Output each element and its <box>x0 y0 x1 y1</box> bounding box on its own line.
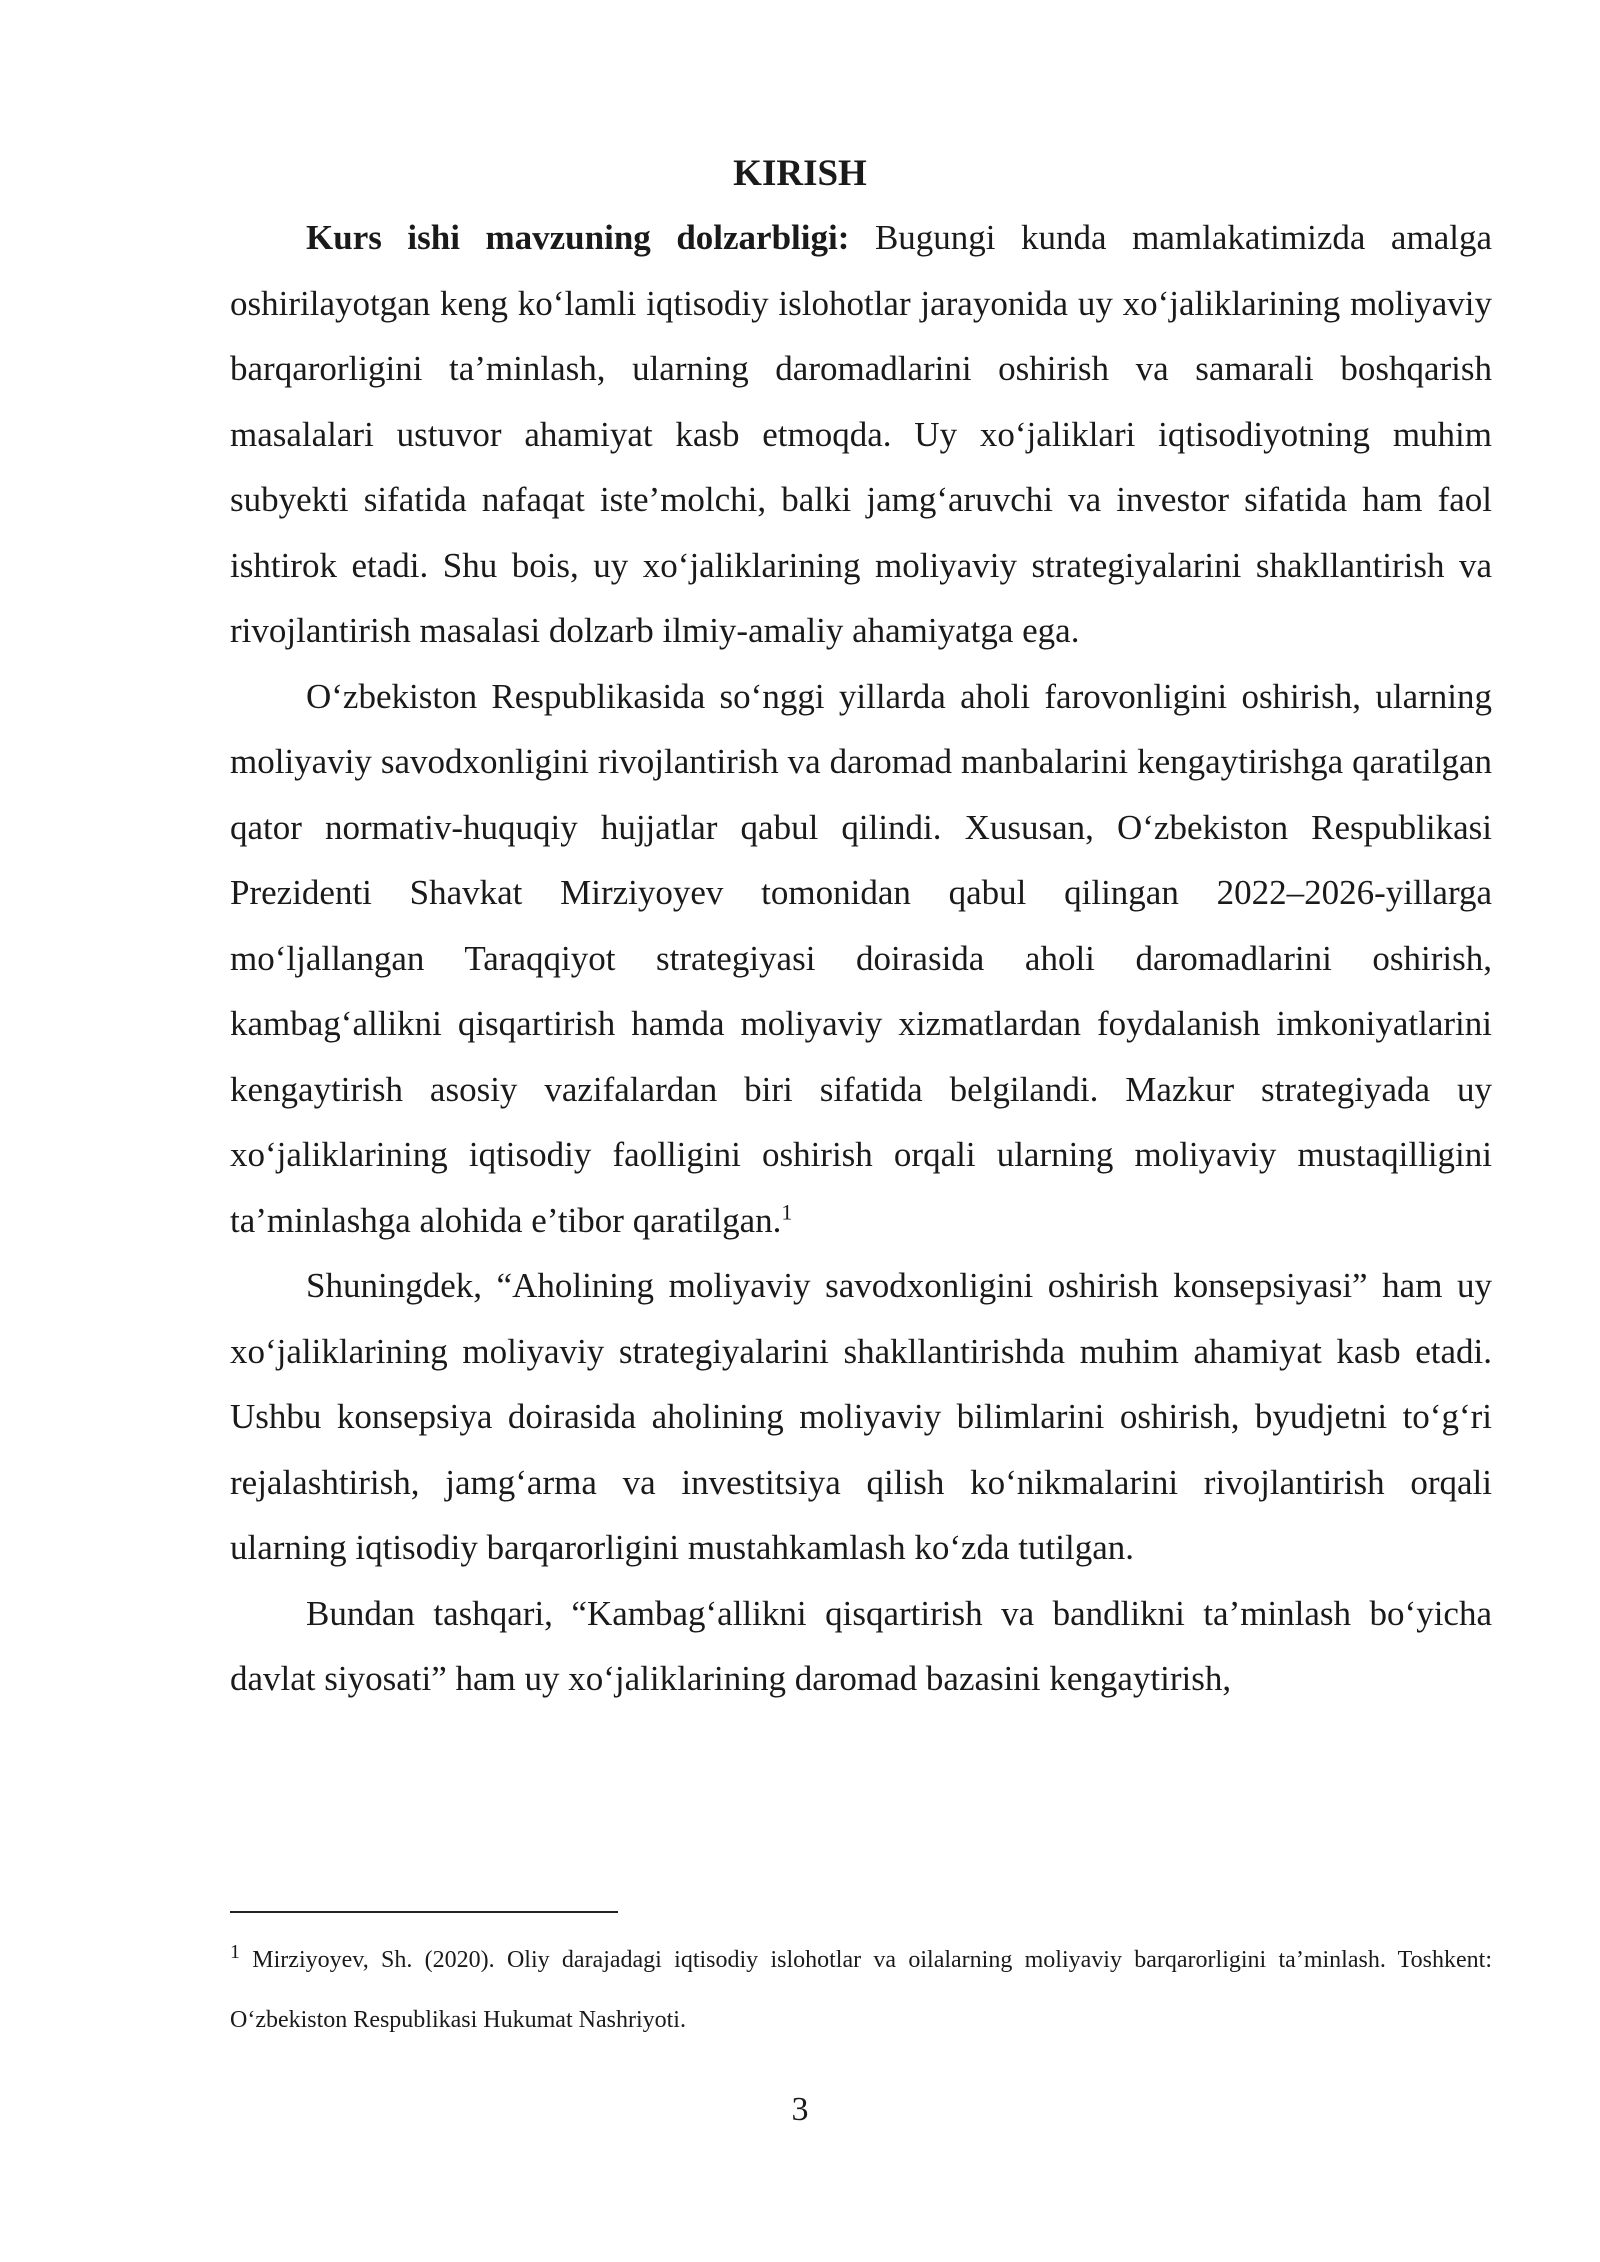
paragraph-lead: Kurs ishi mavzuning dolzarbligi: <box>306 218 850 257</box>
body-text <box>230 205 1492 1712</box>
footnote-reference[interactable]: 1 <box>781 1198 793 1224</box>
page-title: KIRISH <box>733 153 867 194</box>
paragraph-relevance <box>230 205 1492 664</box>
paragraph-text: Shuningdek, “Aholining moliyaviy savodxonligini oshirish konsepsiyasi” ham uy xo‘jaliklarining moliyaviy strategiyalarini shakllantirishda muhim ahamiyat kasb etadi. Ushbu konsepsiya doirasida aholining moliyaviy bilimlarini oshirish, byudjetni to‘g‘ri rejalashtirish, jamg‘arma va investitsiya qilish ko‘nikmalarini rivojlantirish orqali ularning iqtisodiy barqarorligini mustahkamlash ko‘zda tutilgan. <box>230 1266 1492 1567</box>
paragraph-text: Bugungi kunda mamlakatimizda amalga oshirilayotgan keng ko‘lamli iqtisodiy islohotlar jarayonida uy xo‘jaliklarining moliyaviy barqarorligini ta’minlash, ularning daromadlarini oshirish va samarali boshqarish masalalari ustuvor ahamiyat kasb etmoqda. Uy xo‘jaliklari iqtisodiyotning muhim subyekti sifatida nafaqat iste’molchi, balki jamg‘aruvchi va investor sifatida ham faol ishtirok etadi. Shu bois, uy xo‘jaliklarining moliyaviy strategiyalarini shakllantirish va rivojlantirish masalasi dolzarb ilmiy-amaliy ahamiyatga ega. <box>230 218 1492 650</box>
footnote-marker: 1 <box>230 1941 240 1963</box>
footnote-divider <box>230 1911 618 1913</box>
footnote <box>230 1930 1492 2050</box>
footnote-text: Mirziyoyev, Sh. (2020). Oliy darajadagi iqtisodiy islohotlar va oilalarning moliyaviy barqarorligini ta’minlash. Toshkent: O‘zbekiston Respublikasi Hukumat Nashriyoti. <box>230 1947 1492 2033</box>
paragraph-text: Bundan tashqari, “Kambag‘allikni qisqartirish va bandlikni ta’minlash bo‘yicha davlat siyosati” ham uy xo‘jaliklarining daromad bazasini kengaytirish, <box>230 1593 1492 1698</box>
paragraph-concept <box>230 1253 1492 1581</box>
paragraph-poverty-policy <box>230 1581 1492 1712</box>
paragraph-text: O‘zbekiston Respublikasida so‘nggi yillarda aholi farovonligini oshirish, ularning moliyaviy savodxonligini rivojlantirish va daromad manbalarini kengaytirishga qaratilgan qator normativ-huquqiy hujjatlar qabul qilindi. Xususan, O‘zbekiston Respublikasi Prezidenti Shavkat Mirziyoyev tomonidan qabul qilingan 2022–2026-yillarga mo‘ljallangan Taraqqiyot strategiyasi doirasida aholi daromadlarini oshirish, kambag‘allikni qisqartirish hamda moliyaviy xizmatlardan foydalanish imkoniyatlarini kengaytirish asosiy vazifalardan biri sifatida belgilandi. Mazkur strategiyada uy xo‘jaliklarining iqtisodiy faolligini oshirish orqali ularning moliyaviy mustaqilligini ta’minlashga alohida e’tibor qaratilgan. <box>230 676 1492 1240</box>
paragraph-legislation <box>230 664 1492 1254</box>
page-number: 3 <box>791 2091 809 2128</box>
